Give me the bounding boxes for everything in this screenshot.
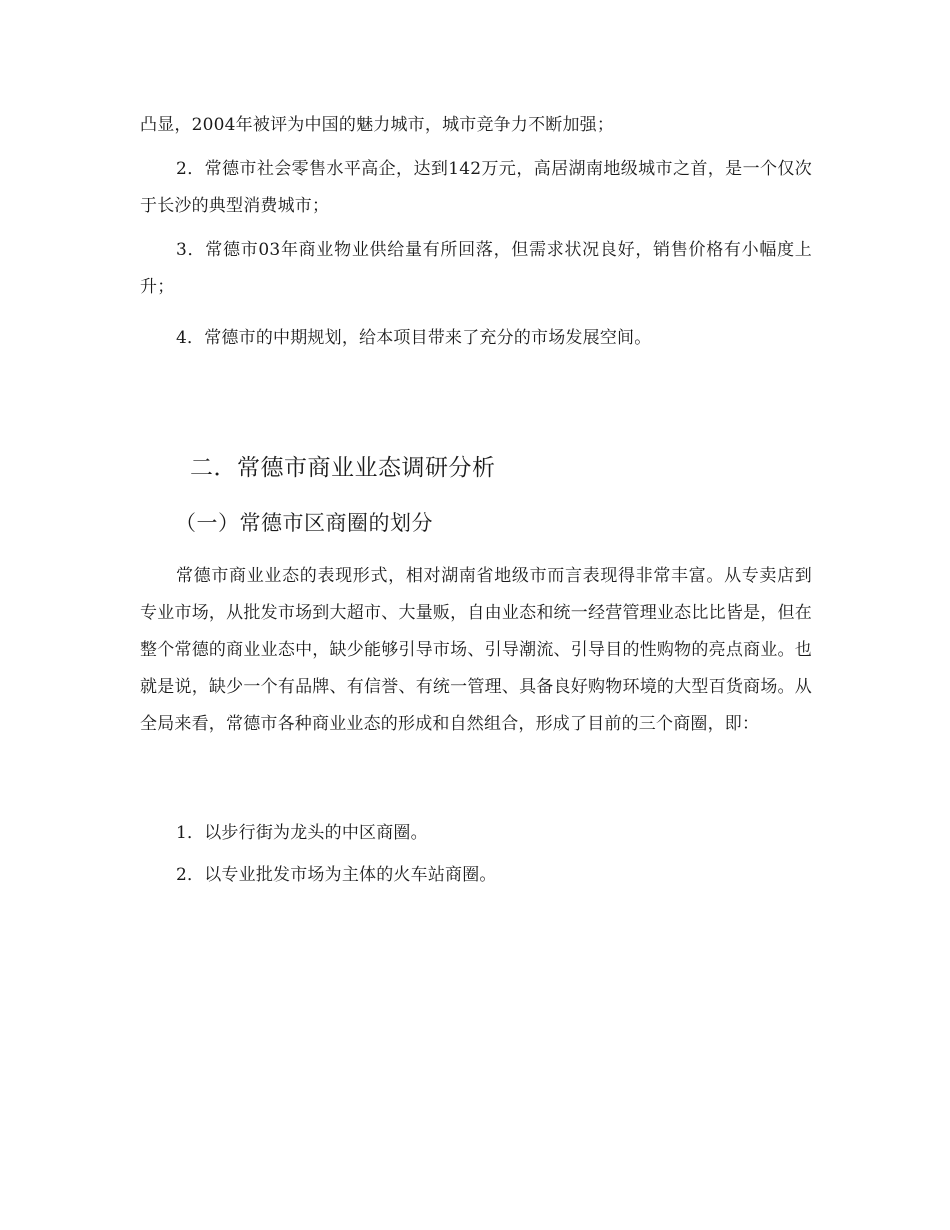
section-heading: 二．常德市商业业态调研分析 [190, 455, 496, 481]
point-4-paragraph: 4．常德市的中期规划，给本项目带来了充分的市场发展空间。 [176, 328, 652, 348]
intro-continuation-paragraph: 凸显，2004年被评为中国的魅力城市，城市竞争力不断加强； [140, 115, 615, 135]
point-3-paragraph: 3．常德市03年商业物业供给量有所回落，但需求状况良好，销售价格有小幅度上升； [140, 240, 812, 297]
body-paragraph: 常德市商业业态的表现形式，相对湖南省地级市而言表现得非常丰富。从专卖店到专业市场，从批发市场到大超市、大量贩，自由业态和统一经营管理业态比比皆是，但在整个常德的商业业态中，缺少能够引导市场、引导潮流、引导目的性购物的亮点商业。也就是说，缺少一个有品牌、有信誉、有统一管理、具备良好购物环境的大型百货商场。从全局来看，常德市各种商业业态的形成和自然组合，形成了目前的三个商圈，即： [140, 566, 812, 734]
circle-1-item: 1．以步行街为龙头的中区商圈。 [176, 823, 428, 843]
circle-2-item: 2．以专业批发市场为主体的火车站商圈。 [176, 865, 497, 885]
subsection-heading: （一）常德市区商圈的划分 [175, 511, 433, 535]
point-2-paragraph: 2．常德市社会零售水平高企，达到142万元，高居湖南地级城市之首，是一个仅次于长沙的典型消费城市； [140, 159, 812, 216]
